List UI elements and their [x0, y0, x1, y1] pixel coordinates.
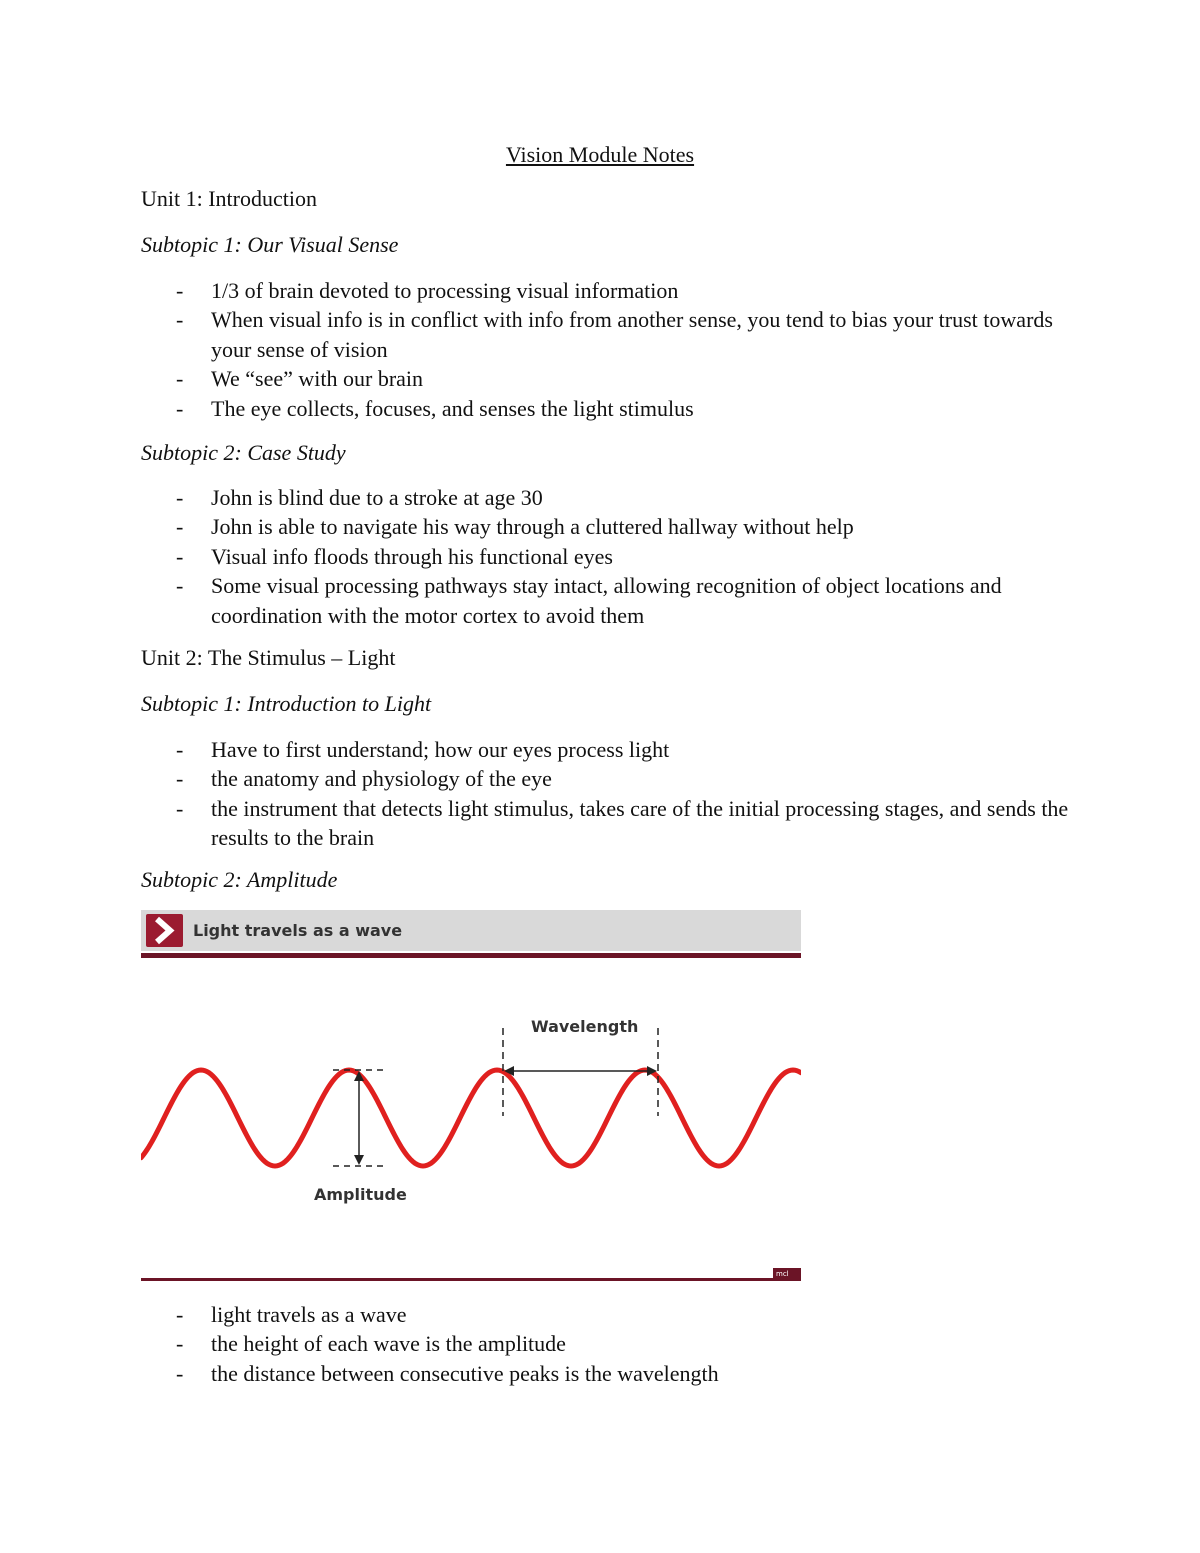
unit1-subtopic1-list	[141, 276, 1081, 423]
list-item: - John is blind due to a stroke at age 30	[141, 483, 1081, 512]
unit2-subtopic2-list	[141, 1300, 1081, 1388]
amplitude-marker	[333, 1070, 385, 1166]
wavelength-label: Wavelength	[531, 1017, 639, 1036]
list-item: - Have to first understand; how our eyes process light	[141, 735, 1081, 764]
list-item: - Visual info floods through his functional eyes	[141, 542, 1081, 571]
list-item: - the height of each wave is the amplitude	[141, 1329, 1081, 1358]
document-title: Vision Module Notes	[505, 142, 695, 167]
list-item: - 1/3 of brain devoted to processing visual information	[141, 276, 1081, 305]
unit2-subtopic1-list	[141, 735, 1081, 853]
list-item: - When visual info is in conflict with info from another sense, you tend to bias your trust towards your sense of vision	[141, 305, 1081, 364]
unit1-heading: Unit 1: Introduction	[141, 186, 317, 211]
list-item: - light travels as a wave	[141, 1300, 1081, 1329]
list-item: - We “see” with our brain	[141, 364, 1081, 393]
unit2-heading: Unit 2: The Stimulus – Light	[141, 645, 396, 670]
list-item: - Some visual processing pathways stay intact, allowing recognition of object locations and coordination with the motor cortex to avoid them	[141, 571, 1081, 630]
wave-diagram	[141, 910, 801, 1284]
figure-footer-tag: mcl	[773, 1268, 801, 1280]
figure-header-title: Light travels as a wave	[193, 921, 403, 940]
unit2-subtopic1-heading: Subtopic 1: Introduction to Light	[141, 691, 432, 716]
list-item: - the anatomy and physiology of the eye	[141, 764, 1081, 793]
light-wave-figure	[141, 910, 801, 1284]
list-item: - the distance between consecutive peaks is the wavelength	[141, 1359, 1081, 1388]
figure-bottom-rule	[141, 1278, 801, 1281]
list-item: - John is able to navigate his way through a cluttered hallway without help	[141, 512, 1081, 541]
unit1-subtopic1-heading: Subtopic 1: Our Visual Sense	[141, 232, 399, 257]
list-item: - The eye collects, focuses, and senses the light stimulus	[141, 394, 1081, 423]
unit1-subtopic2-heading: Subtopic 2: Case Study	[141, 440, 346, 465]
wave-curve	[141, 1070, 801, 1166]
unit2-subtopic2-heading: Subtopic 2: Amplitude	[141, 867, 338, 892]
amplitude-label: Amplitude	[314, 1185, 407, 1204]
list-item: - the instrument that detects light stimulus, takes care of the initial processing stages, and sends the results to the brain	[141, 794, 1081, 853]
unit1-subtopic2-list	[141, 483, 1081, 630]
